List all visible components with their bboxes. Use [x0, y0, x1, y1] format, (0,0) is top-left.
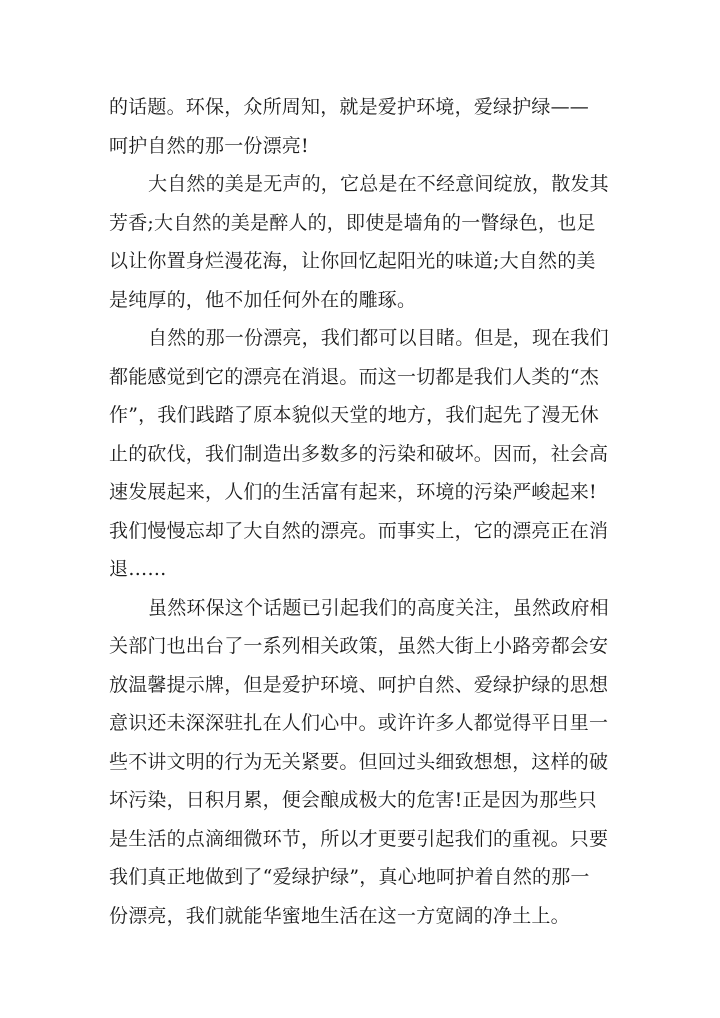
- text-line: 我们慢慢忘却了大自然的漂亮。而事实上，它的漂亮正在消: [109, 519, 609, 542]
- text-line: 关部门也出台了一系列相关政策，虽然大街上小路旁都会安: [109, 635, 609, 657]
- text-line: 我们真正地做到了“爱绿护绿”，真心地呵护着自然的那一: [109, 866, 590, 888]
- text-line: 些不讲文明的行为无关紧要。但回过头细致想想，这样的破: [109, 750, 609, 773]
- paragraph-first-line: 虽然环保这个话题已引起我们的高度关注，虽然政府相: [148, 596, 609, 619]
- text-line: 份漂亮，我们就能华蜜地生活在这一方宽阔的净土上。: [109, 904, 570, 927]
- text-line: 速发展起来，人们的生活富有起来，环境的污染严峻起来!: [109, 481, 597, 503]
- text-line: 止的砍伐，我们制造出多数多的污染和破坏。因而，社会高: [109, 442, 609, 465]
- text-line: 的话题。环保，众所周知，就是爱护环境，爱绿护绿——: [109, 96, 590, 118]
- text-line: 呵护自然的那一份漂亮!: [109, 134, 309, 157]
- text-line: 放温馨提示牌，但是爱护环境、呵护自然、爱绿护绿的思想: [109, 673, 609, 696]
- text-line: 退……: [109, 558, 167, 580]
- paragraph-first-line: 大自然的美是无声的，它总是在不经意间绽放，散发其: [148, 173, 609, 195]
- text-line: 是纯厚的，他不加任何外在的雕琢。: [109, 288, 417, 311]
- essay-text: [109, 88, 621, 935]
- paragraph-first-line: 自然的那一份漂亮，我们都可以目睹。但是，现在我们: [148, 327, 609, 349]
- text-line: 以让你置身烂漫花海，让你回忆起阳光的味道;大自然的美: [109, 250, 596, 272]
- text-line: 坏污染，日积月累，便会酿成极大的危害!正是因为那些只: [109, 789, 597, 811]
- text-line: 芳香;大自然的美是醉人的，即使是墙角的一瞥绿色，也足: [109, 211, 596, 234]
- text-line: 意识还未深深驻扎在人们心中。或许许多人都觉得平日里一: [109, 712, 609, 734]
- text-line: 作”，我们践踏了原本貌似天堂的地方，我们起先了漫无休: [109, 404, 599, 426]
- text-line: 都能感觉到它的漂亮在消退。而这一切都是我们人类的“杰: [109, 365, 599, 388]
- text-line: 是生活的点滴细微环节，所以才更要引起我们的重视。只要: [109, 827, 609, 850]
